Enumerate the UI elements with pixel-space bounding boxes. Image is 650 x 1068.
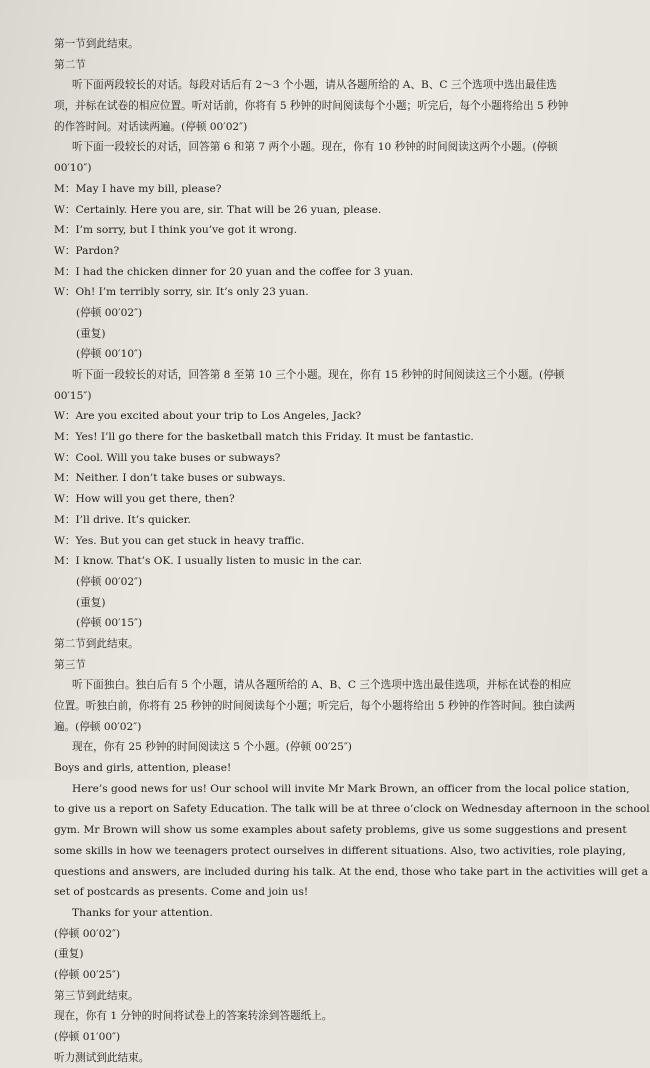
text-line: M：I’m sorry, but I think you’ve got it wrong. xyxy=(54,224,297,237)
text-line: 第二节到此结束。 xyxy=(54,637,139,650)
text-line: (重复) xyxy=(76,327,106,340)
text-line: 00′10″) xyxy=(54,162,92,175)
text-line: 00′15″) xyxy=(54,389,92,402)
text-line: W：Pardon? xyxy=(54,244,120,257)
text-line: 项，并标在试卷的相应位置。听对话前，你将有 5 秒钟的时间阅读每个小题；听完后，每个小题将给出 5 秒钟 xyxy=(54,100,569,113)
text-line: W：Yes. But you can get stuck in heavy traffic. xyxy=(54,534,305,547)
text-line: W：Cool. Will you take buses or subways? xyxy=(54,451,281,464)
text-line: 现在，你有 25 秒钟的时间阅读这 5 个小题。(停顿 00′25″) xyxy=(72,741,352,754)
text-line: Boys and girls, attention, please! xyxy=(54,762,232,775)
text-line: M：I had the chicken dinner for 20 yuan and the coffee for 3 yuan. xyxy=(54,265,414,278)
text-line: (停顿 00′25″) xyxy=(54,968,121,981)
text-line: W：Oh! I’m terribly sorry, sir. It’s only 23 yuan. xyxy=(54,286,309,299)
text-line: W：Certainly. Here you are, sir. That will be 26 yuan, please. xyxy=(54,203,382,216)
text-line: W：Are you excited about your trip to Los Angeles, Jack? xyxy=(54,410,362,423)
text-line: (停顿 00′15″) xyxy=(76,617,143,630)
text-line: 第三节 xyxy=(54,658,86,671)
text-line: 听下面独白。独白后有 5 个小题，请从各题所给的 A、B、C 三个选项中选出最佳选项，并标在试卷的相应 xyxy=(72,679,572,692)
text-line: 听下面一段较长的对话，回答第 6 和第 7 两个小题。现在，你有 10 秒钟的时间阅读这两个小题。(停顿 xyxy=(72,141,558,154)
text-line: M：Yes! I’ll go there for the basketball match this Friday. It must be fantastic. xyxy=(54,431,474,444)
text-line: 听下面一段较长的对话，回答第 8 至第 10 三个小题。现在，你有 15 秒钟的时间阅读这三个小题。(停顿 xyxy=(72,369,565,381)
text-line: 第一节到此结束。 xyxy=(54,38,139,50)
text-line: (重复) xyxy=(54,948,84,961)
text-line: to give us a report on Safety Education. The talk will be at three o’clock on Wednesday afternoon in the school xyxy=(54,803,650,816)
text-line: M：Neither. I don’t take buses or subways. xyxy=(54,472,286,485)
text-line: M：I know. That’s OK. I usually listen to music in the car. xyxy=(54,555,362,568)
text-line: M：May I have my bill, please? xyxy=(54,182,222,195)
text-line: (重复) xyxy=(76,596,106,609)
text-line: 现在，你有 1 分钟的时间将试卷上的答案转涂到答题纸上。 xyxy=(54,1010,333,1023)
text-line: 听下面两段较长的对话。每段对话后有 2～3 个小题，请从各题所给的 A、B、C 三个选项中选出最佳选 xyxy=(72,79,557,92)
text-line: (停顿 00′02″) xyxy=(76,306,143,319)
text-line: 听力测试到此结束。 xyxy=(54,1051,150,1064)
text-line: questions and answers, are included during his talk. At the end, those who take part in the activities will get a xyxy=(54,865,648,878)
text-line: 第三节到此结束。 xyxy=(54,989,139,1002)
text-line: 位置。听独白前，你将有 25 秒钟的时间阅读每个小题；听完后，每个小题将给出 5 秒钟的作答时间。独白读两 xyxy=(54,700,575,712)
text-line: 的作答时间。对话读两遍。(停顿 00′02″) xyxy=(54,120,248,133)
text-line: some skills in how we teenagers protect ourselves in different situations. Also, two activities, role playing, xyxy=(54,844,626,857)
text-line: set of postcards as presents. Come and join us! xyxy=(54,886,309,899)
text-line: W：How will you get there, then? xyxy=(54,493,235,506)
text-line: Here’s good news for us! Our school will invite Mr Mark Brown, an officer from the local police station, xyxy=(72,782,630,795)
text-line: (停顿 01′00″) xyxy=(54,1031,121,1043)
text-line: 遍。(停顿 00′02″) xyxy=(54,720,142,733)
text-line: (停顿 00′10″) xyxy=(76,348,143,361)
text-line: gym. Mr Brown will show us some examples about safety problems, give us some suggestions and present xyxy=(54,824,627,837)
text-line: Thanks for your attention. xyxy=(72,906,213,919)
text-line: M：I’ll drive. It’s quicker. xyxy=(54,513,191,526)
text-line: (停顿 00′02″) xyxy=(76,575,143,588)
text-line: (停顿 00′02″) xyxy=(54,927,121,940)
text-line: 第二节 xyxy=(54,58,86,71)
